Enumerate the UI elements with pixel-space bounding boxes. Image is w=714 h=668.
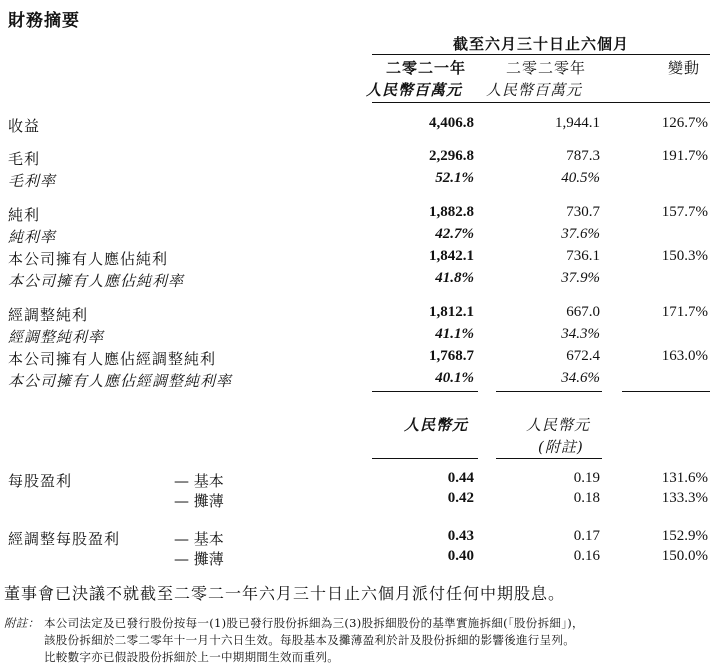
note-line-3: 比較數字亦已假設股份拆細於上一中期期間生效而重列。	[44, 650, 339, 664]
value-2020-adjusted-net-margin: 34.3%	[561, 326, 600, 342]
value-2021-adjusted-eps-diluted: 0.40	[447, 548, 474, 564]
row-label-adjusted-net-margin: 經調整純利率	[8, 328, 105, 346]
row-label-gross-margin: 毛利率	[8, 172, 57, 190]
value-2021-adjusted-eps-basic: 0.43	[447, 528, 474, 544]
column-rmb-2020: 人民幣元	[526, 416, 591, 434]
column-header-2021: 二零二一年	[386, 59, 467, 77]
value-2020-eps-basic: 0.19	[573, 470, 600, 486]
rule-2021	[372, 391, 478, 392]
value-2021-gross-profit: 2,296.8	[429, 148, 474, 164]
row-label-revenue: 收益	[8, 117, 41, 135]
value-2020-owner-net-profit: 736.1	[566, 248, 600, 264]
row-label-owner-net-margin: 本公司擁有人應佔純利率	[8, 272, 185, 290]
eps-diluted-label: — 攤薄	[174, 492, 224, 510]
value-2021-revenue: 4,406.8	[429, 115, 474, 131]
value-2020-adjusted-eps-basic: 0.17	[573, 528, 600, 544]
value-2021-adjusted-net-margin: 41.1%	[435, 326, 474, 342]
adjusted-eps-diluted-label: — 攤薄	[174, 550, 224, 568]
change-gross-profit: 191.7%	[661, 148, 708, 164]
rule-rmb-2021	[372, 458, 478, 459]
page-title: 財務摘要	[8, 11, 80, 31]
period-header: 截至六月三十日止六個月	[452, 35, 629, 53]
value-2021-owner-adjusted-net-margin: 40.1%	[435, 370, 474, 386]
rule-2020	[496, 391, 602, 392]
row-label-owner-net-profit: 本公司擁有人應佔純利	[8, 250, 169, 268]
value-2020-revenue: 1,944.1	[555, 115, 600, 131]
value-2020-eps-diluted: 0.18	[573, 490, 600, 506]
change-owner-adjusted-net-profit: 163.0%	[661, 348, 708, 364]
row-label-eps: 每股盈利	[8, 472, 73, 490]
note-line-2: 該股份拆細於二零二零年十一月十六日生效。每股基本及攤薄盈利於計及股份拆細的影響後進行呈列。	[44, 633, 575, 647]
change-adjusted-eps-basic: 152.9%	[661, 528, 708, 544]
column-rmb-2021: 人民幣元	[404, 416, 469, 434]
rule-change	[622, 391, 710, 392]
column-header-change: 變動	[668, 59, 701, 77]
header-underline	[372, 102, 710, 103]
column-header-2020: 二零二零年	[506, 59, 587, 77]
row-label-net-profit: 純利	[8, 206, 41, 224]
row-label-owner-adjusted-net-profit: 本公司擁有人應佔經調整純利	[8, 350, 217, 368]
column-rmb-2020-note: (附註)	[538, 438, 584, 456]
change-owner-net-profit: 150.3%	[661, 248, 708, 264]
change-revenue: 126.7%	[661, 115, 708, 131]
row-label-adjusted-eps: 經調整每股盈利	[8, 530, 121, 548]
row-label-adjusted-net-profit: 經調整純利	[8, 306, 89, 324]
value-2020-owner-adjusted-net-margin: 34.6%	[561, 370, 600, 386]
rule-rmb-2020	[496, 458, 602, 459]
change-eps-diluted: 133.3%	[661, 490, 708, 506]
value-2021-eps-diluted: 0.42	[447, 490, 474, 506]
dividend-statement: 董事會已決議不就截至二零二一年六月三十日止六個月派付任何中期股息。	[4, 584, 566, 603]
value-2020-adjusted-eps-diluted: 0.16	[573, 548, 600, 564]
value-2020-net-margin: 37.6%	[561, 226, 600, 242]
column-unit-2021: 人民幣百萬元	[366, 81, 463, 99]
change-net-profit: 157.7%	[661, 204, 708, 220]
value-2020-gross-profit: 787.3	[566, 148, 600, 164]
row-label-owner-adjusted-net-margin: 本公司擁有人應佔經調整純利率	[8, 372, 233, 390]
value-2021-net-margin: 42.7%	[435, 226, 474, 242]
value-2020-net-profit: 730.7	[566, 204, 600, 220]
note-line-1: 本公司法定及已發行股份按每一(1)股已發行股份拆細為三(3)股拆細股份的基準實施拆細(「股份拆細」)，	[44, 616, 584, 630]
value-2021-owner-net-profit: 1,842.1	[429, 248, 474, 264]
value-2020-owner-net-margin: 37.9%	[561, 270, 600, 286]
value-2021-eps-basic: 0.44	[447, 470, 474, 486]
change-eps-basic: 131.6%	[661, 470, 708, 486]
note-prefix: 附註：	[4, 616, 40, 630]
row-label-gross-profit: 毛利	[8, 150, 41, 168]
column-unit-2020: 人民幣百萬元	[486, 81, 583, 99]
value-2021-gross-margin: 52.1%	[435, 170, 474, 186]
row-label-net-margin: 純利率	[8, 228, 57, 246]
value-2021-net-profit: 1,882.8	[429, 204, 474, 220]
value-2021-owner-adjusted-net-profit: 1,768.7	[429, 348, 474, 364]
value-2021-owner-net-margin: 41.8%	[435, 270, 474, 286]
value-2021-adjusted-net-profit: 1,812.1	[429, 304, 474, 320]
change-adjusted-eps-diluted: 150.0%	[661, 548, 708, 564]
period-underline	[372, 54, 710, 55]
eps-basic-label: — 基本	[174, 472, 224, 490]
value-2020-owner-adjusted-net-profit: 672.4	[566, 348, 600, 364]
value-2020-adjusted-net-profit: 667.0	[566, 304, 600, 320]
change-adjusted-net-profit: 171.7%	[661, 304, 708, 320]
value-2020-gross-margin: 40.5%	[561, 170, 600, 186]
adjusted-eps-basic-label: — 基本	[174, 530, 224, 548]
